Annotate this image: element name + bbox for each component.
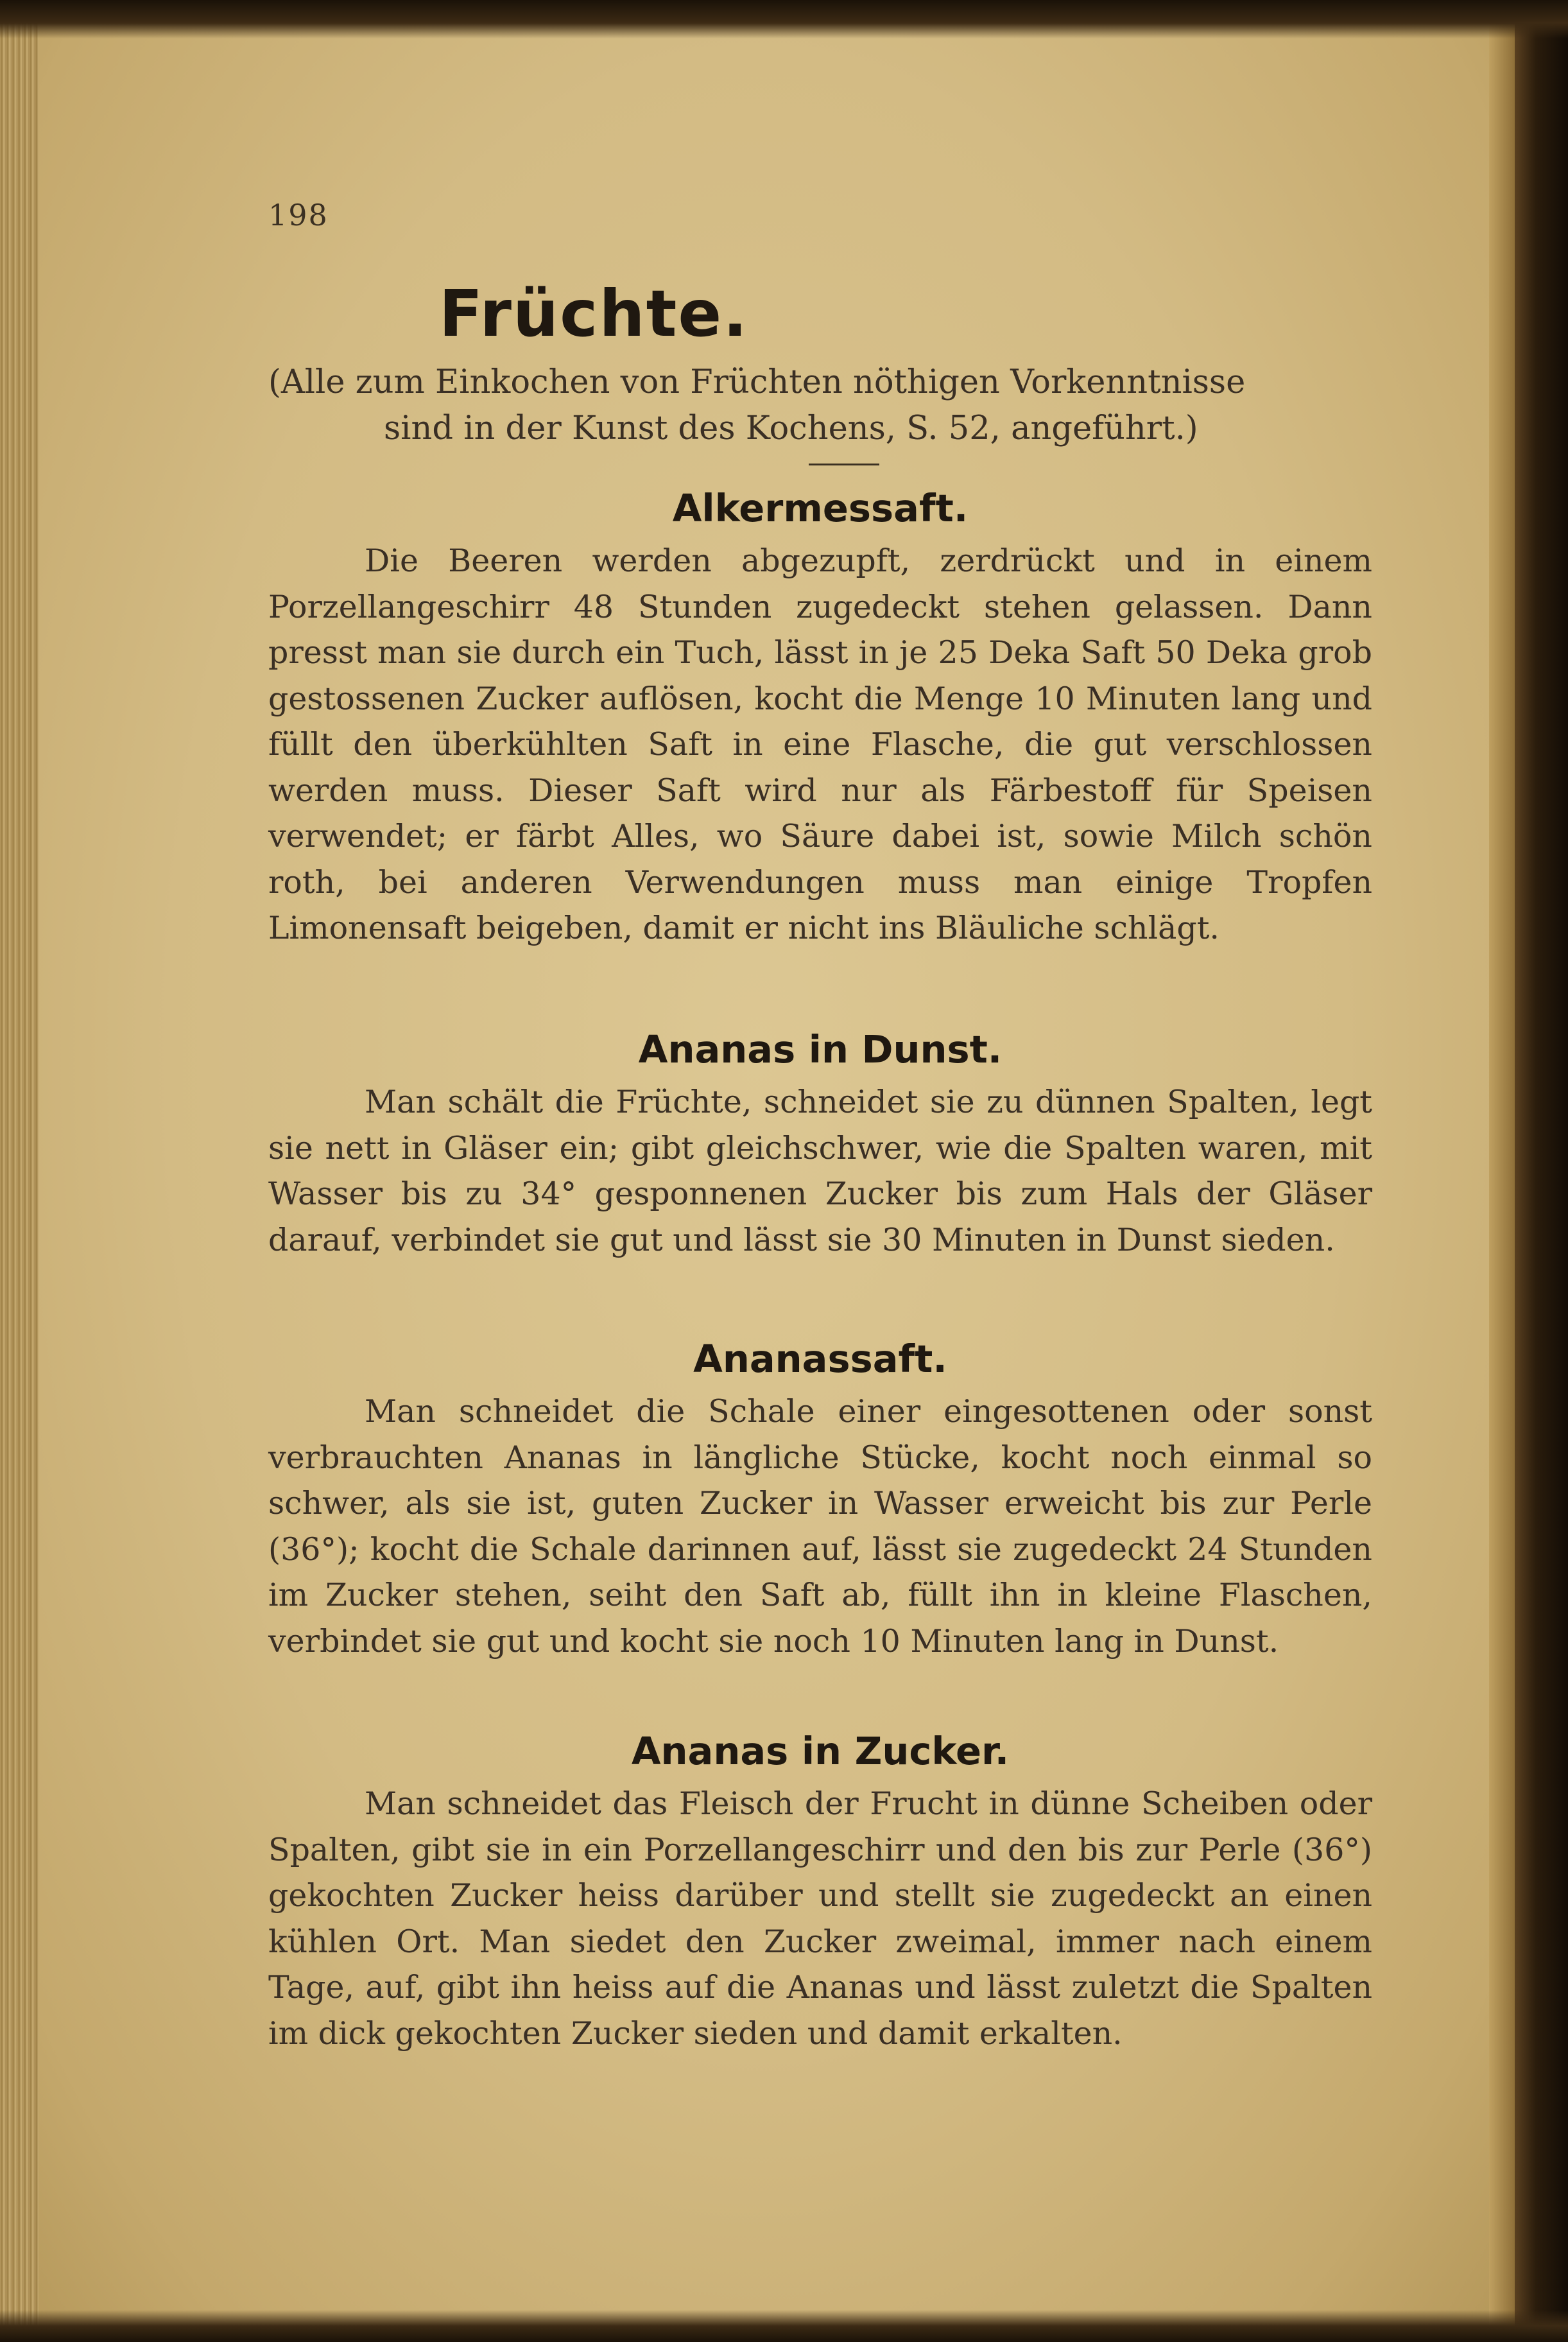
section-heading: Alkermessaft. — [672, 486, 969, 530]
scan-top-edge — [0, 0, 1568, 39]
section-text: Man schneidet das Fleisch der Frucht in dünne Scheiben oder Spalten, gibt sie in ein Porzellangeschirr und den bis zur Perle (36°) gekochten Zucker heiss darüber und stellt sie zugedeckt an einen kühlen Ort. Man siedet den Zucker zweimal, immer nach einem Tage, auf, gibt ihn heiss auf die Ananas und lässt zuletzt die Spalten im dick gekochten Zucker sieden und damit erkalten. — [268, 1785, 1372, 2052]
section-heading: Ananas in Dunst. — [638, 1027, 1003, 1071]
section-text: Man schält die Früchte, schneidet sie zu dünnen Spalten, legt sie nett in Gläser ein; gibt gleichschwer, wie die Spalten waren, mit Wasser bis zu 34° gesponnenen Zucker bis zum Hals der Gläser darauf, verbindet sie gut und lässt sie 30 Minuten in Dunst sieden. — [268, 1084, 1372, 1258]
divider-rule — [809, 464, 879, 465]
page-number: 198 — [268, 198, 329, 232]
intro-line-2: sind in der Kunst des Kochens, S. 52, angeführt.) — [384, 410, 1198, 447]
section-alkermessaft — [268, 483, 1372, 951]
section-heading: Ananas in Zucker. — [631, 1729, 1010, 1773]
intro-note — [268, 360, 1377, 452]
section-text: Man schneidet die Schale einer eingesottenen oder sonst verbrauchten Ananas in längliche Stücke, kocht noch einmal so schwer, als sie ist, guten Zucker in Wasser erweicht bis zur Perle (36°); kocht die Schale darinnen auf, lässt sie zugedeckt 24 Stunden im Zucker stehen, seiht den Saft ab, füllt ihn in kleine Flaschen, verbindet sie gut und kocht sie noch 10 Minuten lang in Dunst. — [268, 1393, 1372, 1660]
scan-bottom-edge — [0, 2310, 1568, 2342]
page-title: Früchte. — [438, 276, 749, 351]
section-ananas-in-zucker — [268, 1726, 1372, 2056]
section-ananas-in-dunst — [268, 1024, 1372, 1263]
section-heading: Ananassaft. — [693, 1337, 947, 1381]
intro-line-1: (Alle zum Einkochen von Früchten nöthigen Vorkenntnisse — [268, 363, 1246, 401]
book-spine — [1515, 0, 1568, 2342]
section-text: Die Beeren werden abgezupft, zerdrückt und in einem Porzellangeschirr 48 Stunden zugedeckt stehen gelassen. Dann presst man sie durch ein Tuch, lässt in je 25 Deka Saft 50 Deka grob gestossenen Zucker auflösen, kocht die Menge 10 Minuten lang und füllt den überkühlten Saft in eine Flasche, die gut verschlossen werden muss. Dieser Saft wird nur als Färbestoff für Speisen verwendet; er färbt Alles, wo Säure dabei ist, sowie Milch schön roth, bei anderen Verwendungen muss man einige Tropfen Limonensaft beigeben, damit er nicht ins Bläuliche schlägt. — [268, 542, 1372, 946]
section-ananassaft — [268, 1333, 1372, 1664]
